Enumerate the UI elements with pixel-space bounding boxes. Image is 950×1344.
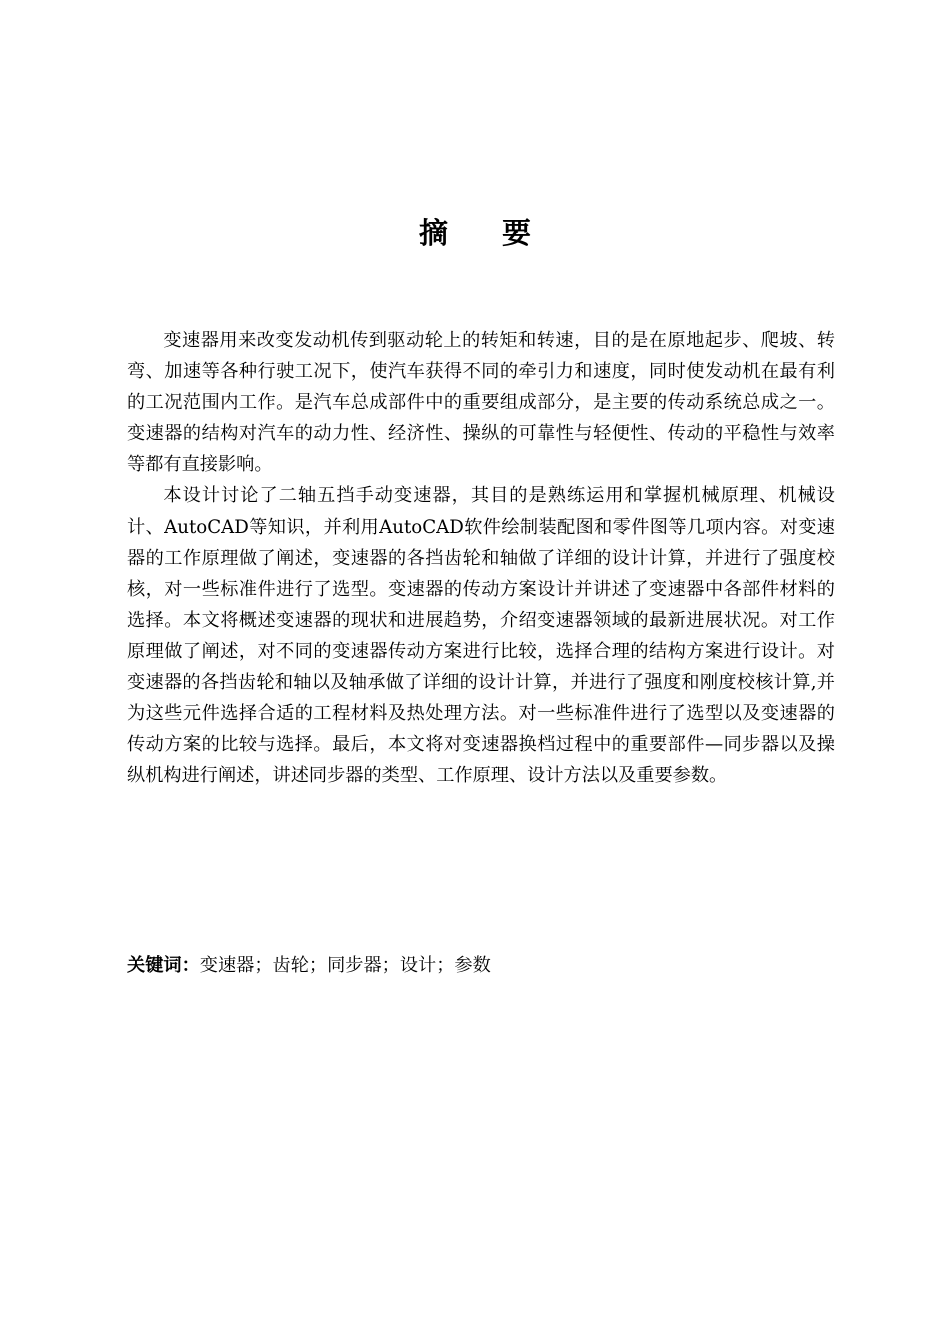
keywords-list: 变速器；齿轮；同步器；设计；参数	[199, 955, 491, 976]
title-char-2: 要	[502, 216, 532, 250]
abstract-paragraph-2: 本设计讨论了二轴五挡手动变速器，其目的是熟练运用和掌握机械原理、机械设计、AutoCAD等知识，并利用AutoCAD软件绘制装配图和零件图等几项内容。对变速器的工作原理做了阐述，变速器的各挡齿轮和轴做了详细的设计计算，并进行了强度校核，对一些标准件进行了选型。变速器的传动方案设计并讲述了变速器中各部件材料的选择。本文将概述变速器的现状和进展趋势，介绍变速器领域的最新进展状况。对工作原理做了阐述，对不同的变速器传动方案进行比较，选择合理的结构方案进行设计。对变速器的各挡齿轮和轴以及轴承做了详细的设计计算，并进行了强度和刚度校核计算,并为这些元件选择合适的工程材料及热处理方法。对一些标准件进行了选型以及变速器的传动方案的比较与选择。最后，本文将对变速器换档过程中的重要部件—同步器以及操纵机构进行阐述，讲述同步器的类型、工作原理、设计方法以及重要参数。	[127, 485, 835, 787]
keywords-label: 关键词：	[127, 955, 200, 976]
abstract-paragraph-1: 变速器用来改变发动机传到驱动轮上的转矩和转速，目的是在原地起步、爬坡、转弯、加速等各种行驶工况下，使汽车获得不同的牵引力和速度，同时使发动机在最有利的工况范围内工作。是汽车总成部件中的重要组成部分，是主要的传动系统总成之一。变速器的结构对汽车的动力性、经济性、操纵的可靠性与轻便性、传动的平稳性与效率等都有直接影响。	[127, 330, 835, 476]
keywords-line	[127, 950, 835, 981]
title-char-1: 摘	[418, 216, 448, 250]
abstract-body	[127, 325, 835, 791]
page-title	[0, 212, 950, 254]
